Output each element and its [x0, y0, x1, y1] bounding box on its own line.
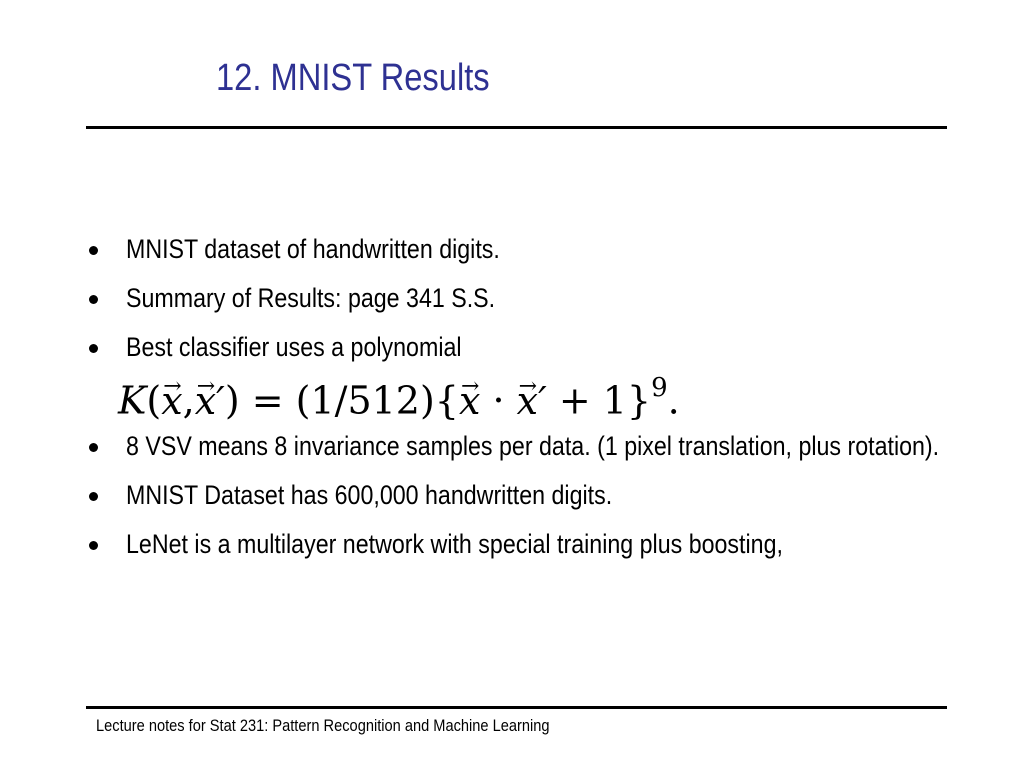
formula-period: . — [667, 378, 680, 423]
bullet-text: 8 VSV means 8 invariance samples per data. (1 pixel translation, plus rotation). — [126, 431, 940, 461]
formula-exponent: 9 — [651, 373, 668, 403]
kernel-formula — [118, 367, 680, 426]
bullet-item — [86, 524, 966, 565]
bullet-icon — [89, 492, 98, 501]
bullet-item — [86, 229, 966, 270]
footer-text: Lecture notes for Stat 231: Pattern Recognition and Machine Learning — [96, 716, 550, 735]
title-divider — [86, 126, 947, 129]
formula-vector-x-prime: → x′ — [517, 376, 547, 426]
formula-plus-one: + 1} — [546, 378, 652, 423]
bullet-item — [86, 475, 966, 516]
footer-divider — [86, 706, 947, 709]
bullet-text: MNIST Dataset has 600,000 handwritten digits. — [126, 480, 613, 510]
bullet-icon — [89, 344, 98, 353]
bullet-icon — [89, 295, 98, 304]
bullet-item — [86, 278, 966, 319]
formula-vector-x: → x — [161, 376, 182, 426]
formula-vector-x: → x — [459, 376, 480, 426]
bullet-icon — [89, 246, 98, 255]
formula-scale-factor: ) = (1/512){ — [224, 378, 459, 423]
bullet-text: MNIST dataset of handwritten digits. — [126, 234, 500, 264]
bullet-icon — [89, 443, 98, 452]
formula-vector-x-prime: → x′ — [195, 376, 225, 426]
bullet-text: Best classifier uses a polynomial — [126, 332, 462, 362]
slide-title: 12. MNIST Results — [216, 57, 490, 99]
formula-comma: , — [182, 378, 195, 423]
bullet-text: Summary of Results: page 341 S.S. — [126, 283, 496, 313]
bullet-icon — [89, 541, 98, 550]
formula-kernel-symbol: K — [118, 378, 147, 423]
formula-open-paren: ( — [146, 378, 162, 423]
bullet-text: LeNet is a multilayer network with special training plus boosting, — [126, 529, 783, 559]
formula-dot-operator: · — [480, 378, 517, 423]
bullet-item — [86, 426, 966, 467]
